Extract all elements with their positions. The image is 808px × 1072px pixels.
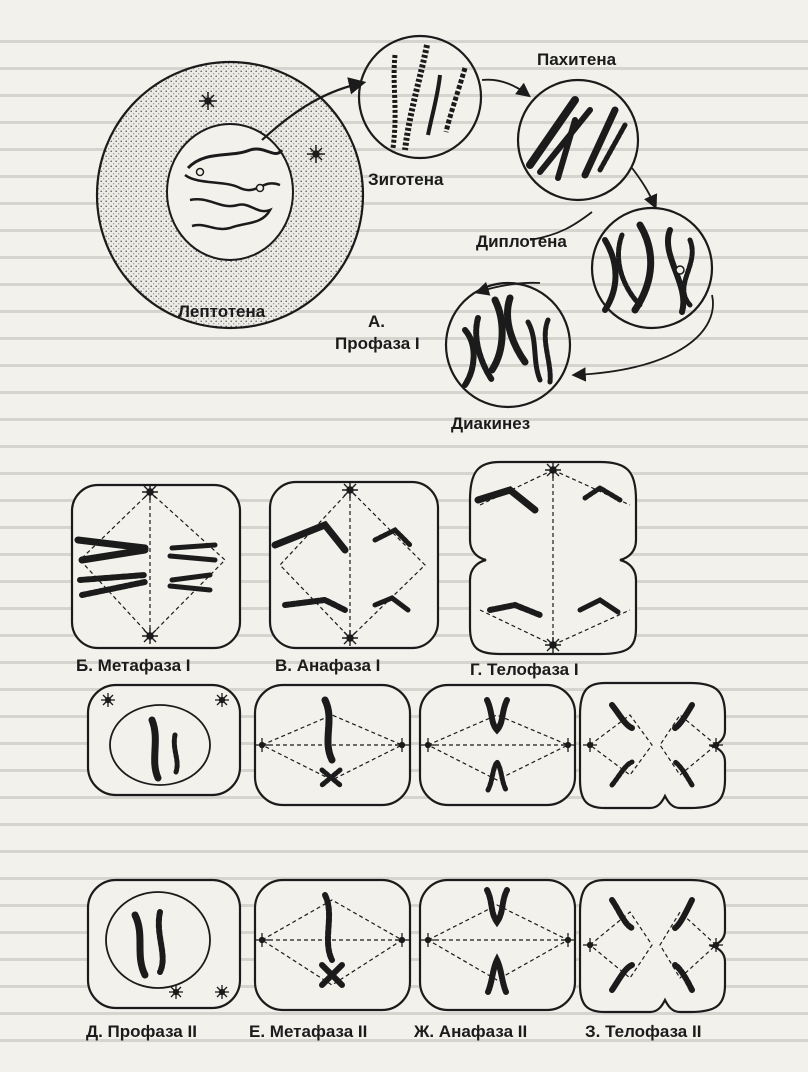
diakinesis-circle [446,283,570,407]
label-anaphase2: Ж. Анафаза II [414,1022,528,1041]
prophase2-cells [88,685,240,1008]
leptotene-cell [97,62,363,328]
centrosome-icon [215,693,229,707]
anaphase1-cell [270,482,438,648]
telophase1-cell [470,462,636,654]
label-prophase2: Д. Профаза II [86,1022,197,1041]
diplotene-circle [592,208,712,328]
metaphase2-cells [255,685,410,1010]
zygotene-circle [359,36,481,158]
label-zygotene: Зиготена [368,170,444,189]
label-diakinesis: Диакинез [451,414,531,433]
telophase2-cells [580,683,725,1012]
centrosome-icon [101,693,115,707]
prophase1-title: Профаза I [335,334,420,353]
metaphase1-cell [72,484,240,648]
label-metaphase2: Е. Метафаза II [249,1022,368,1041]
anaphase2-cells [420,685,575,1010]
label-pachytene: Пахитена [537,50,617,69]
label-telophase1: Г. Телофаза I [470,660,579,679]
label-diplotene: Диплотена [476,232,567,251]
label-metaphase1: Б. Метафаза I [76,656,191,675]
panel-letter-a: А. [368,312,385,331]
centrosome-icon [215,985,229,999]
label-anaphase1: В. Анафаза I [275,656,381,675]
label-leptotene: Лептотена [178,302,266,321]
centrosome-icon [169,985,183,999]
pachytene-circle [518,80,638,200]
label-telophase2: З. Телофаза II [585,1022,702,1041]
